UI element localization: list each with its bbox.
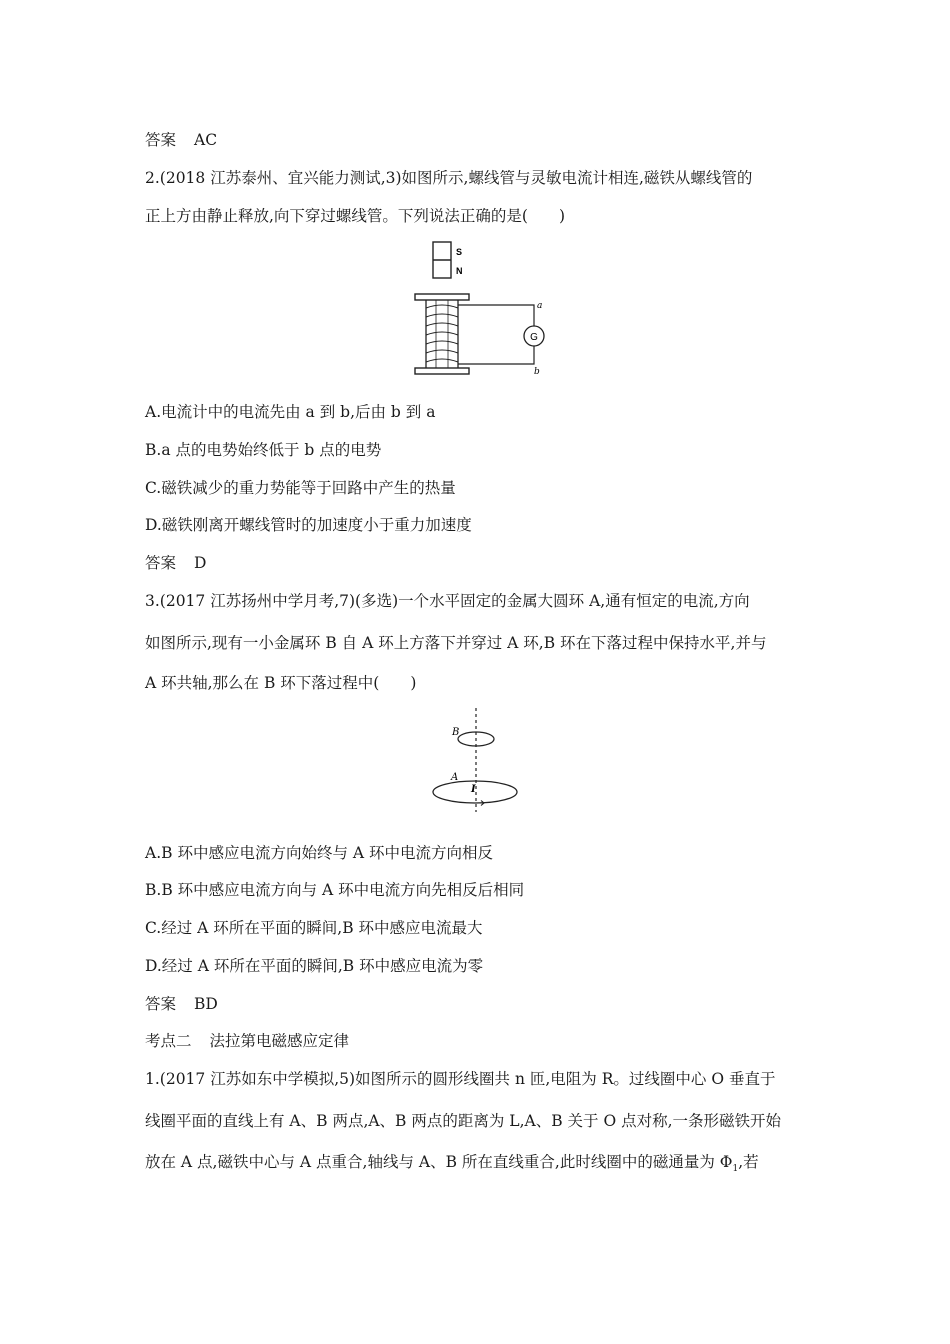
answer-value: BD [194,995,218,1013]
magnet-n-label: N [456,266,463,276]
q3-stem-line1: 3.(2017 江苏扬州中学月考,7)(多选)一个水平固定的金属大圆环 A,通有恒定的电流,方向 [145,592,750,610]
s2q1-line3-tail: ,若 [738,1153,759,1171]
section-heading [145,1031,349,1051]
answer-label: 答案 [145,131,177,149]
flux-subscript: 1 [732,1164,739,1175]
answer-label: 答案 [145,554,177,572]
answer-value: D [194,554,207,572]
s2q1-line3-main: 放在 A 点,磁铁中心与 A 点重合,轴线与 A、B 所在直线重合,此时线圈中的磁通量为 Φ [145,1153,733,1171]
answer-label: 答案 [145,995,177,1013]
solenoid-top-flange [415,294,469,300]
ring-a-label: A [451,772,459,783]
q3-stem-line3: A 环共轴,那么在 B 环下落过程中( ) [145,674,417,692]
current-label: I [471,784,476,795]
q3-answer [145,994,218,1014]
solenoid-bottom-flange [415,368,469,374]
galvanometer-label: G [530,332,538,343]
q2-answer [145,553,206,573]
s2q1-line1: 1.(2017 江苏如东中学模拟,5)如图所示的圆形线圈共 n 匝,电阻为 R。过线圈中心 O 垂直于 [145,1070,776,1088]
rings-diagram [425,708,525,814]
q2-option-c: C.磁铁减少的重力势能等于回路中产生的热量 [145,479,456,497]
section-title: 法拉第电磁感应定律 [209,1032,350,1050]
ring-b-label: B [452,727,460,738]
q2-stem-line1: 2.(2018 江苏泰州、宜兴能力测试,3)如图所示,螺线管与灵敏电流计相连,磁铁从螺线管的 [145,169,753,187]
q3-option-b: B.B 环中感应电流方向与 A 环中电流方向先相反后相同 [145,881,525,899]
current-arrow [477,801,484,806]
solenoid-coil [426,305,458,362]
magnet-s-label: S [456,247,463,257]
q2-stem-line2: 正上方由静止释放,向下穿过螺线管。下列说法正确的是( ) [145,207,566,225]
answer-value: AC [194,131,218,149]
q3-option-a: A.B 环中感应电流方向始终与 A 环中电流方向相反 [145,844,493,862]
section-label: 考点二 [145,1032,192,1050]
point-a-label: a [537,301,543,311]
q2-option-a: A.电流计中的电流先由 a 到 b,后由 b 到 a [145,403,436,421]
q3-option-c: C.经过 A 环所在平面的瞬间,B 环中感应电流最大 [145,919,483,937]
solenoid-galvanometer-diagram [400,238,560,380]
q1-answer [145,130,217,150]
s2q1-line3 [145,1152,759,1179]
s2q1-line2: 线圈平面的直线上有 A、B 两点,A、B 两点的距离为 L,A、B 关于 O 点对称,一条形磁铁开始 [145,1112,782,1130]
q3-option-d: D.经过 A 环所在平面的瞬间,B 环中感应电流为零 [145,957,484,975]
q3-stem-line2: 如图所示,现有一小金属环 B 自 A 环上方落下并穿过 A 环,B 环在下落过程中保持水平,并与 [145,634,767,652]
point-b-label: b [534,367,540,377]
q2-option-b: B.a 点的电势始终低于 b 点的电势 [145,441,382,459]
q2-option-d: D.磁铁刚离开螺线管时的加速度小于重力加速度 [145,516,472,534]
